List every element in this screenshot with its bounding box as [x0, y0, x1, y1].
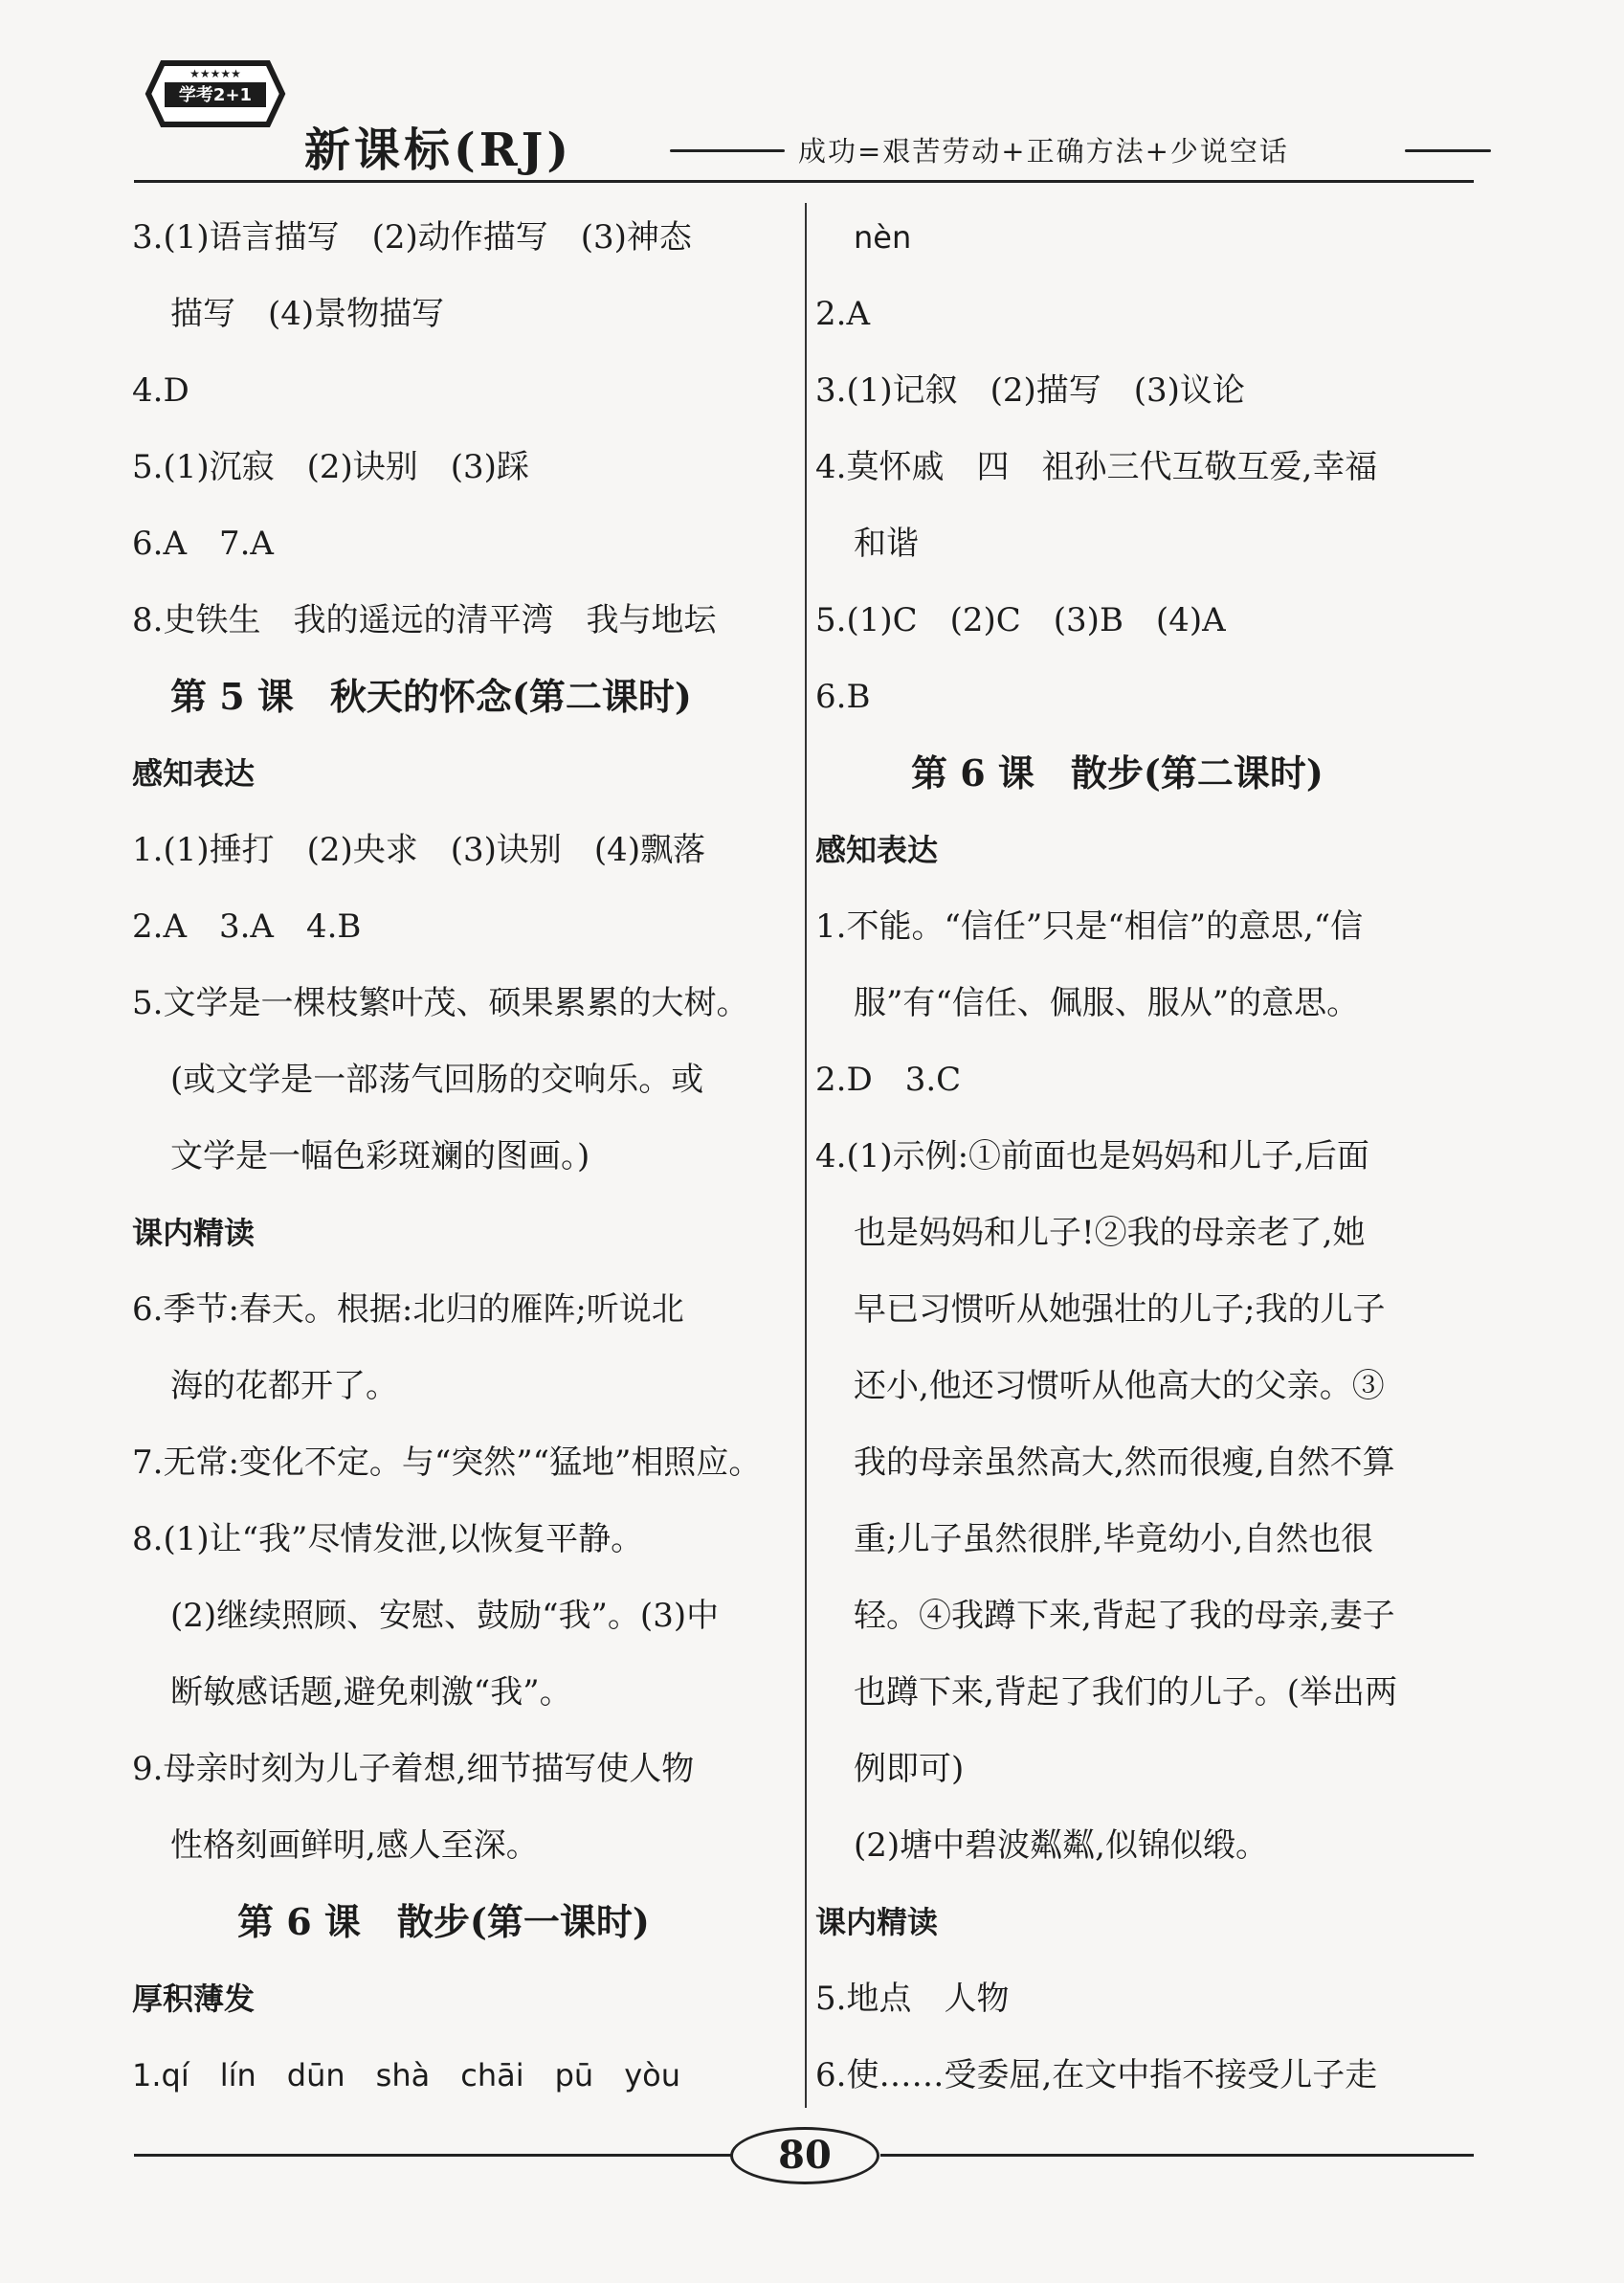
answer-line: 3.(1)语言描写 (2)动作描写 (3)神态: [132, 218, 692, 257]
answer-line: 断敏感话题,避免刺激“我”。: [170, 1673, 572, 1712]
answer-line: 2.A: [815, 295, 870, 333]
answer-line: 9.母亲时刻为儿子着想,细节描写使人物: [132, 1750, 695, 1788]
lesson-heading: 第 5 课 秋天的怀念(第二课时): [170, 675, 692, 718]
answer-line: 1.不能。“信任”只是“相信”的意思,“信: [815, 907, 1364, 946]
answer-line: 文学是一幅色彩斑斓的图画。): [170, 1137, 590, 1175]
answer-line: 性格刻画鲜明,感人至深。: [170, 1826, 539, 1865]
svg-text:★★★★★: ★★★★★: [189, 67, 241, 80]
answer-line: 3.(1)记叙 (2)描写 (3)议论: [815, 371, 1245, 410]
answer-line: 5.文学是一棵枝繁叶茂、硕果累累的大树。: [132, 984, 749, 1022]
answer-line: 6.A 7.A: [132, 525, 274, 563]
header-line: [134, 180, 1474, 183]
answer-line: 5.地点 人物: [815, 1980, 1010, 2018]
badge-text: 学考2+1: [178, 85, 253, 105]
answer-line: 6.B: [815, 678, 871, 716]
answer-line: (2)继续照顾、安慰、鼓励“我”。(3)中: [170, 1597, 720, 1635]
answer-line: 我的母亲虽然高大,然而很瘦,自然不算: [854, 1444, 1395, 1482]
answer-line: 也是妈妈和儿子!②我的母亲老了,她: [854, 1214, 1366, 1252]
answer-line: 早已习惯听从她强壮的儿子;我的儿子: [854, 1290, 1386, 1329]
section-heading: 厚积薄发: [132, 1981, 256, 2017]
answer-line: 描写 (4)景物描写: [170, 295, 445, 333]
answer-line: 轻。④我蹲下来,背起了我的母亲,妻子: [854, 1597, 1395, 1635]
answer-line: 7.无常:变化不定。与“突然”“猛地”相照应。: [132, 1444, 762, 1482]
lesson-heading: 第 6 课 散步(第二课时): [911, 751, 1324, 795]
answer-line: (或文学是一部荡气回肠的交响乐。或: [170, 1061, 704, 1099]
answer-line: 8.史铁生 我的遥远的清平湾 我与地坛: [132, 601, 717, 639]
answer-line: 6.季节:春天。根据:北归的雁阵;听说北: [132, 1290, 684, 1329]
column-divider: [805, 203, 807, 2108]
publisher-badge-logo: [144, 46, 287, 142]
section-heading: 课内精读: [815, 1904, 939, 1940]
header-rule-left: [670, 149, 785, 152]
answer-line: 重;儿子虽然很胖,毕竟幼小,自然也很: [854, 1520, 1374, 1558]
lesson-heading: 第 6 课 散步(第一课时): [237, 1900, 650, 1943]
answer-line: 4.D: [132, 371, 189, 410]
answer-line: 5.(1)沉寂 (2)诀别 (3)踩: [132, 448, 529, 486]
answer-line: 也蹲下来,背起了我们的儿子。(举出两: [854, 1673, 1398, 1712]
brand-title: 新课标(RJ): [304, 123, 573, 177]
answer-line: 海的花都开了。: [170, 1367, 398, 1405]
answer-line: 4.莫怀戚 四 祖孙三代互敬互爱,幸福: [815, 448, 1378, 486]
pinyin-line: 1.qí lín dūn shà chāi pū yòu: [132, 2057, 681, 2093]
answer-line: 2.D 3.C: [815, 1061, 962, 1099]
page-number: 80: [778, 2133, 832, 2178]
answer-line: 服”有“信任、佩服、服从”的意思。: [854, 984, 1360, 1022]
section-heading: 感知表达: [132, 755, 256, 792]
pinyin-line: nèn: [854, 219, 912, 256]
section-heading: 感知表达: [815, 832, 939, 868]
answer-line: 8.(1)让“我”尽情发泄,以恢复平静。: [132, 1520, 644, 1558]
answer-line: 例即可): [854, 1750, 965, 1788]
answer-line: 和谐: [854, 525, 919, 563]
answer-line: 6.使……受委屈,在文中指不接受儿子走: [815, 2056, 1378, 2094]
section-heading: 课内精读: [132, 1215, 256, 1251]
answer-line: 1.(1)捶打 (2)央求 (3)诀别 (4)飘落: [132, 831, 706, 869]
answer-line: 还小,他还习惯听从他高大的父亲。③: [854, 1367, 1385, 1405]
header-motto: 成功=艰苦劳动+正确方法+少说空话: [798, 135, 1289, 168]
answer-line: 2.A 3.A 4.B: [132, 907, 362, 946]
footer-line-right: [880, 2154, 1474, 2157]
header-rule-right: [1405, 149, 1491, 152]
footer-line-left: [134, 2154, 732, 2157]
answer-line: 5.(1)C (2)C (3)B (4)A: [815, 601, 1226, 639]
answer-line: 4.(1)示例:①前面也是妈妈和儿子,后面: [815, 1137, 1369, 1175]
answer-line: (2)塘中碧波粼粼,似锦似缎。: [854, 1826, 1268, 1865]
